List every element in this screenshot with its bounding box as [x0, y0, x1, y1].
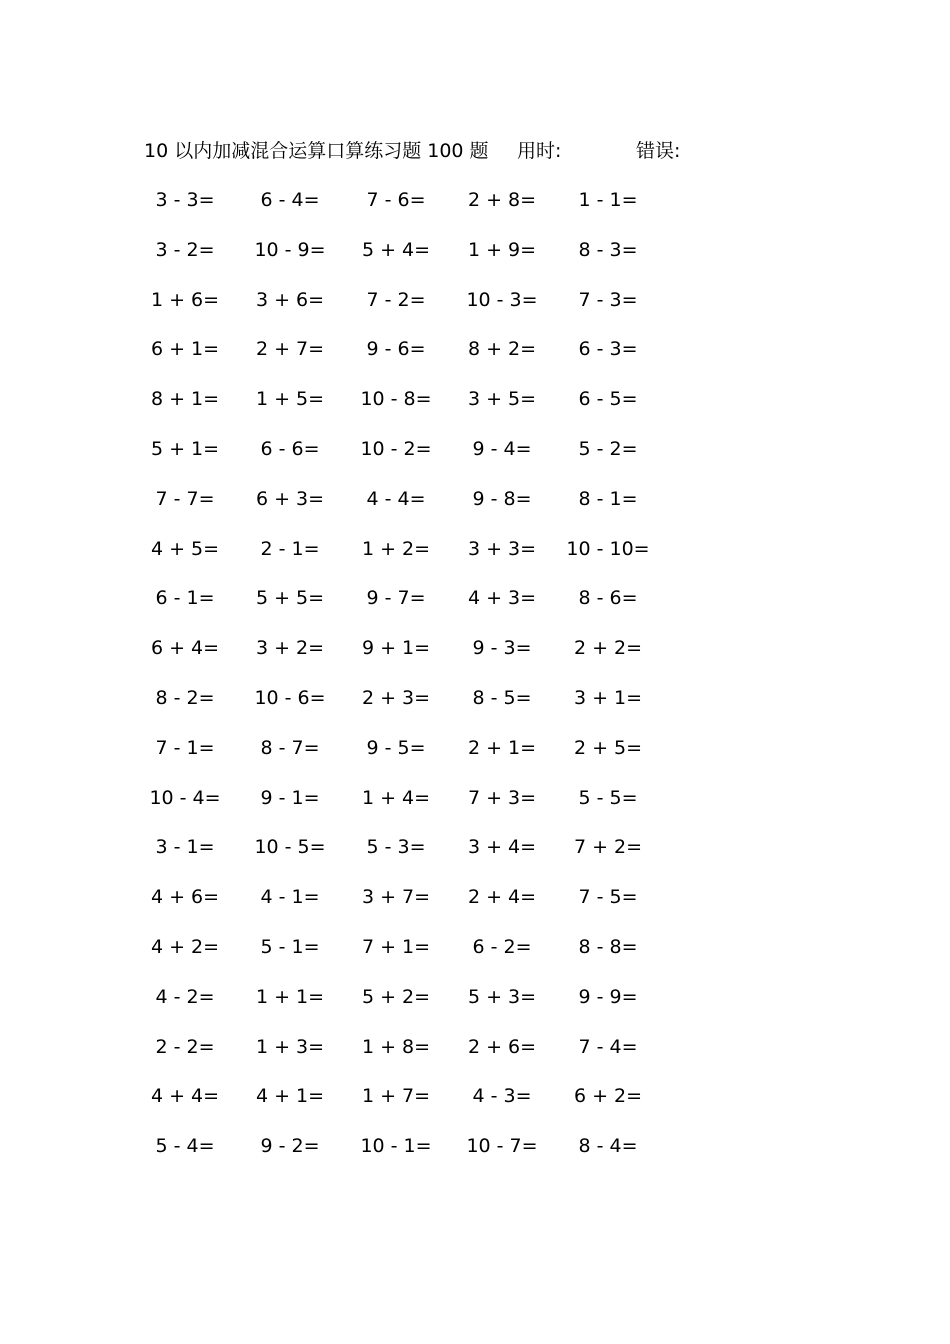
problem-item: 7 - 6=	[366, 189, 426, 211]
problem-item: 2 + 2=	[573, 637, 643, 660]
problem-item: 4 + 6=	[150, 886, 220, 909]
worksheet-title: 10 以内加减混合运算口算练习题 100 题	[144, 140, 489, 162]
problem-item: 7 + 1=	[361, 935, 431, 958]
problem-item: 2 - 1=	[260, 537, 320, 560]
problem-item: 8 - 5=	[472, 686, 532, 709]
problem-item: 2 + 8=	[467, 189, 537, 211]
problem-item: 8 + 1=	[150, 388, 220, 411]
problem-item: 3 - 1=	[155, 836, 215, 859]
problem-item: 6 + 2=	[573, 1085, 643, 1108]
problem-item: 9 - 3=	[472, 637, 532, 660]
problem-item: 5 + 2=	[361, 985, 431, 1008]
problem-item: 8 + 2=	[467, 338, 537, 361]
problem-item: 1 + 2=	[361, 537, 431, 560]
problem-item: 6 - 5=	[578, 388, 638, 411]
problem-item: 1 + 9=	[467, 238, 537, 261]
problem-item: 5 - 4=	[155, 1135, 215, 1158]
problem-item: 1 + 5=	[255, 388, 325, 411]
problem-item: 9 - 5=	[366, 736, 426, 759]
problem-item: 7 - 7=	[155, 487, 215, 510]
problem-item: 3 - 2=	[155, 238, 215, 261]
problem-item: 5 + 4=	[361, 238, 431, 261]
problem-item: 10 - 10=	[566, 537, 650, 560]
problem-item: 5 - 3=	[366, 836, 426, 859]
problem-item: 5 - 2=	[578, 437, 638, 460]
problem-item: 10 - 7=	[466, 1135, 538, 1158]
problem-item: 2 + 6=	[467, 1035, 537, 1058]
problem-item: 4 - 1=	[260, 886, 320, 909]
problem-item: 4 - 2=	[155, 985, 215, 1008]
problem-item: 1 + 1=	[255, 985, 325, 1008]
problem-item: 6 + 1=	[150, 338, 220, 361]
problem-item: 1 + 8=	[361, 1035, 431, 1058]
problem-item: 7 - 2=	[366, 288, 426, 311]
problem-item: 9 - 4=	[472, 437, 532, 460]
problem-item: 6 - 6=	[260, 437, 320, 460]
problem-item: 9 - 1=	[260, 786, 320, 809]
problem-item: 8 - 2=	[155, 686, 215, 709]
problem-item: 4 - 3=	[472, 1085, 532, 1108]
problem-item: 3 + 4=	[467, 836, 537, 859]
problem-item: 3 + 1=	[573, 686, 643, 709]
problem-item: 6 + 4=	[150, 637, 220, 660]
problem-item: 5 + 5=	[255, 587, 325, 610]
problem-item: 6 - 2=	[472, 935, 532, 958]
problem-item: 9 - 6=	[366, 338, 426, 361]
problem-item: 10 - 4=	[149, 786, 221, 809]
problem-item: 8 - 3=	[578, 238, 638, 261]
problem-item: 2 + 5=	[573, 736, 643, 759]
problem-item: 9 - 7=	[366, 587, 426, 610]
problem-item: 2 - 2=	[155, 1035, 215, 1058]
problem-item: 7 - 4=	[578, 1035, 638, 1058]
problem-item: 7 - 1=	[155, 736, 215, 759]
problem-item: 9 - 9=	[578, 985, 638, 1008]
problem-item: 10 - 1=	[360, 1135, 432, 1158]
problem-item: 3 + 5=	[467, 388, 537, 411]
problem-item: 4 + 2=	[150, 935, 220, 958]
problem-item: 1 - 1=	[578, 189, 638, 211]
problem-item: 10 - 3=	[466, 288, 538, 311]
problem-item: 8 - 8=	[578, 935, 638, 958]
problem-item: 6 - 1=	[155, 587, 215, 610]
problem-item: 9 + 1=	[361, 637, 431, 660]
problem-item: 3 + 2=	[255, 637, 325, 660]
problem-item: 9 - 8=	[472, 487, 532, 510]
problem-item: 1 + 4=	[361, 786, 431, 809]
problem-item: 8 - 6=	[578, 587, 638, 610]
problem-item: 2 + 4=	[467, 886, 537, 909]
problem-item: 10 - 6=	[254, 686, 326, 709]
problem-item: 5 - 5=	[578, 786, 638, 809]
problem-item: 7 - 3=	[578, 288, 638, 311]
problem-item: 3 - 3=	[155, 189, 215, 211]
problem-item: 2 + 7=	[255, 338, 325, 361]
problem-item: 3 + 3=	[467, 537, 537, 560]
problem-item: 4 + 4=	[150, 1085, 220, 1108]
problem-item: 3 + 6=	[255, 288, 325, 311]
problem-item: 5 - 1=	[260, 935, 320, 958]
problem-item: 4 + 1=	[255, 1085, 325, 1108]
problem-item: 8 - 7=	[260, 736, 320, 759]
problem-item: 4 - 4=	[366, 487, 426, 510]
problem-item: 6 - 4=	[260, 189, 320, 211]
problem-item: 1 + 7=	[361, 1085, 431, 1108]
problem-item: 10 - 5=	[254, 836, 326, 859]
time-used-label: 用时:	[517, 140, 562, 162]
problem-item: 2 + 1=	[467, 736, 537, 759]
problem-item: 6 - 3=	[578, 338, 638, 361]
problem-item: 4 + 3=	[467, 587, 537, 610]
problem-item: 10 - 9=	[254, 238, 326, 261]
errors-label: 错误:	[636, 140, 681, 162]
problem-item: 1 + 3=	[255, 1035, 325, 1058]
problem-item: 4 + 5=	[150, 537, 220, 560]
problem-item: 9 - 2=	[260, 1135, 320, 1158]
problem-item: 7 - 5=	[578, 886, 638, 909]
problem-item: 8 - 4=	[578, 1135, 638, 1158]
problem-item: 2 + 3=	[361, 686, 431, 709]
problem-item: 10 - 8=	[360, 388, 432, 411]
problem-item: 5 + 1=	[150, 437, 220, 460]
problem-item: 5 + 3=	[467, 985, 537, 1008]
problem-item: 1 + 6=	[150, 288, 220, 311]
problem-item: 3 + 7=	[361, 886, 431, 909]
problem-item: 8 - 1=	[578, 487, 638, 510]
problem-item: 6 + 3=	[255, 487, 325, 510]
problem-item: 10 - 2=	[360, 437, 432, 460]
problem-item: 7 + 3=	[467, 786, 537, 809]
problem-item: 7 + 2=	[573, 836, 643, 859]
